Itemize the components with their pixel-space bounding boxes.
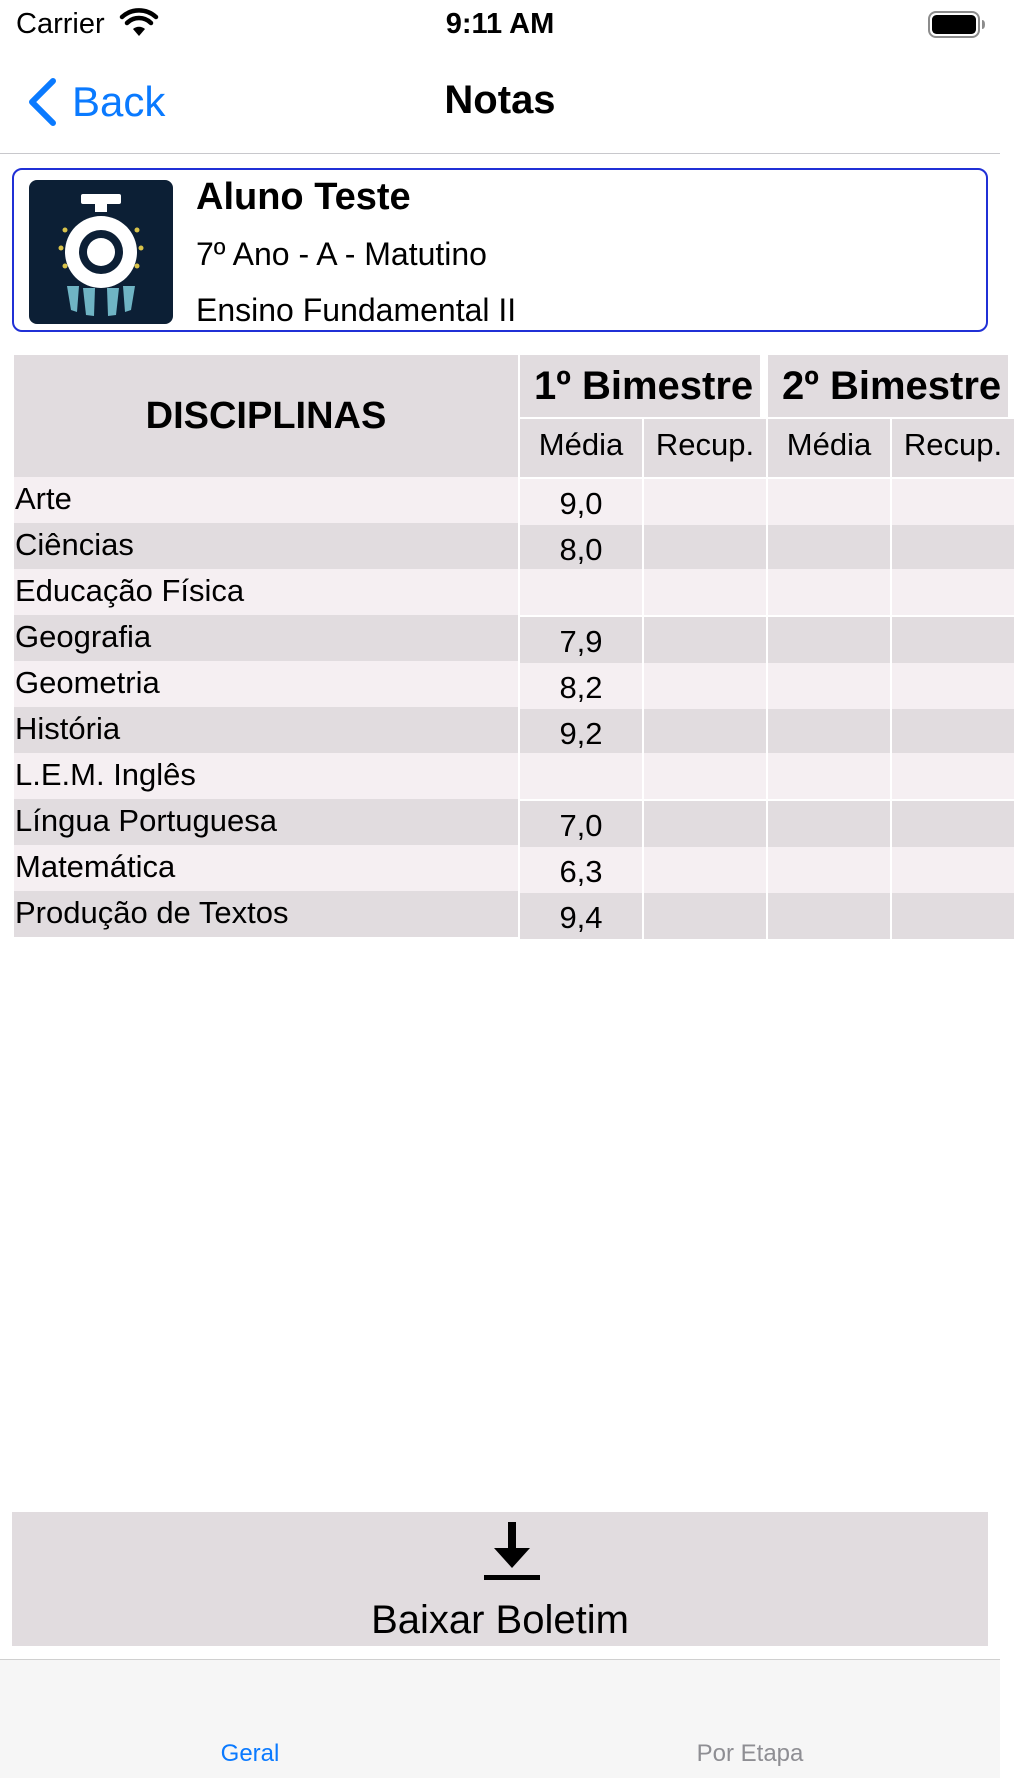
- tab-por-etapa[interactable]: [500, 1660, 1000, 1779]
- grade-cell: [768, 847, 890, 893]
- tab-geral[interactable]: [0, 1660, 500, 1779]
- grade-cell: [768, 663, 890, 709]
- grade-cell: [644, 801, 766, 847]
- student-level: Ensino Fundamental II: [196, 292, 517, 328]
- battery-icon: [928, 11, 986, 38]
- grade-cell: [644, 753, 766, 799]
- column-header: Média: [768, 419, 890, 477]
- navigation-bar: [0, 52, 1000, 154]
- grade-cell: 7,0: [520, 801, 642, 847]
- grade-cell: [892, 663, 1014, 709]
- grade-cell: [768, 569, 890, 615]
- grade-cell: [892, 569, 1014, 615]
- period-header: 2º Bimestre: [768, 355, 1008, 417]
- download-report-button[interactable]: [12, 1512, 988, 1646]
- grade-cell: [892, 479, 1014, 525]
- subject-name: Produção de Textos: [14, 891, 518, 937]
- column-header: Recup.: [644, 419, 766, 477]
- grade-cell: 7,9: [520, 617, 642, 663]
- download-icon: [480, 1518, 544, 1584]
- grade-cell: [520, 569, 642, 615]
- grade-cell: [644, 663, 766, 709]
- grade-cell: [644, 525, 766, 571]
- carrier-label: Carrier: [16, 8, 105, 40]
- grade-cell: 9,4: [520, 893, 642, 939]
- grade-cell: [892, 753, 1014, 799]
- grade-cell: 6,3: [520, 847, 642, 893]
- subject-name: Ciências: [14, 523, 518, 569]
- student-name: Aluno Teste: [196, 176, 411, 218]
- page-title: Notas: [444, 78, 556, 122]
- back-label: Back: [72, 78, 166, 125]
- grade-cell: [768, 617, 890, 663]
- subject-name: Matemática: [14, 845, 518, 891]
- tab-label: Por Etapa: [696, 1740, 804, 1767]
- grade-cell: [644, 569, 766, 615]
- grade-cell: [520, 753, 642, 799]
- subject-name: Geografia: [14, 615, 518, 661]
- grade-cell: [892, 893, 1014, 939]
- grade-cell: [644, 709, 766, 755]
- school-logo-icon: [29, 180, 173, 324]
- subject-name: Geometria: [14, 661, 518, 707]
- status-time: 9:11 AM: [445, 8, 555, 40]
- column-header: Média: [520, 419, 642, 477]
- grade-cell: [644, 479, 766, 525]
- disciplines-header: DISCIPLINAS: [14, 355, 518, 477]
- grade-cell: [644, 847, 766, 893]
- grade-cell: [768, 801, 890, 847]
- subject-name: L.E.M. Inglês: [14, 753, 518, 799]
- grade-cell: 8,2: [520, 663, 642, 709]
- tab-label: Geral: [220, 1740, 280, 1767]
- grade-cell: [892, 801, 1014, 847]
- subject-name: Educação Física: [14, 569, 518, 615]
- grades-table[interactable]: [14, 355, 1003, 955]
- download-label: Baixar Boletim: [371, 1598, 629, 1642]
- column-header: Recup.: [892, 419, 1014, 477]
- grade-cell: [892, 847, 1014, 893]
- school-logo: [29, 180, 173, 324]
- subject-name: Língua Portuguesa: [14, 799, 518, 845]
- tab-bar: [0, 1659, 1000, 1778]
- subject-name: História: [14, 707, 518, 753]
- grade-cell: [892, 617, 1014, 663]
- grade-cell: [768, 709, 890, 755]
- grade-cell: [892, 709, 1014, 755]
- subject-name: Arte: [14, 477, 518, 523]
- student-class: 7º Ano - A - Matutino: [196, 236, 487, 272]
- grade-cell: [644, 893, 766, 939]
- grade-cell: [644, 617, 766, 663]
- grade-cell: [768, 753, 890, 799]
- status-bar: [0, 0, 1000, 52]
- grade-cell: 8,0: [520, 525, 642, 571]
- student-card: [12, 168, 988, 332]
- period-header: 1º Bimestre: [520, 355, 760, 417]
- grade-cell: 9,2: [520, 709, 642, 755]
- grade-cell: [768, 893, 890, 939]
- grade-cell: [768, 479, 890, 525]
- grade-cell: [768, 525, 890, 571]
- grade-cell: [892, 525, 1014, 571]
- grade-cell: 9,0: [520, 479, 642, 525]
